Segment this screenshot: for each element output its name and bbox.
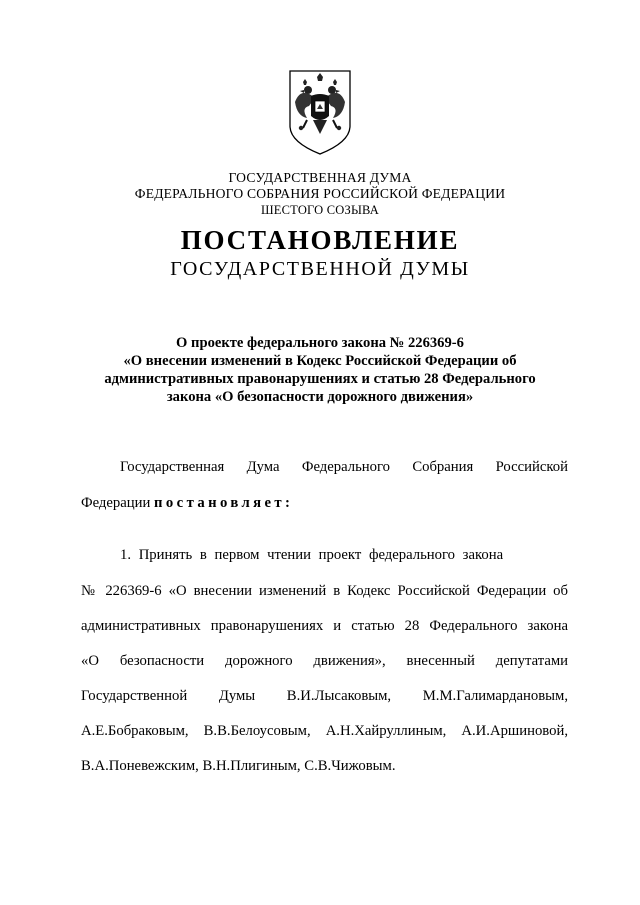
coat-of-arms-emblem	[287, 68, 353, 156]
resolves-verb: постановляет:	[154, 495, 294, 511]
preamble-line-1: Государственная Дума Федерального Собрания Российской	[120, 459, 568, 475]
item1-line-1: 1. Принять в первом чтении проект федерального закона	[120, 547, 504, 563]
item1-line-5: Государственной Думы В.И.Лысаковым, М.М.Галимардановым,	[81, 688, 568, 704]
item1-line-3: административных правонарушениях и статью 28 Федерального закона	[81, 618, 568, 634]
document-title: ПОСТАНОВЛЕНИЕ	[180, 225, 460, 255]
subject-line-1: О проекте федерального закона № 226369-6	[176, 335, 464, 351]
subject-line-4: закона «О безопасности дорожного движения»	[166, 389, 474, 405]
subject-line-3: административных правонарушениях и статью 28 Федерального	[104, 371, 536, 387]
issuer-line-1: ГОСУДАРСТВЕННАЯ ДУМА	[228, 170, 412, 185]
document-subtitle: ГОСУДАРСТВЕННОЙ ДУМЫ	[170, 258, 470, 280]
issuer-line-2: ФЕДЕРАЛЬНОГО СОБРАНИЯ РОССИЙСКОЙ ФЕДЕРАЦИИ	[134, 186, 506, 201]
item1-line-7: В.А.Поневежским, В.Н.Плигиным, С.В.Чижовым.	[81, 758, 396, 774]
subject-line-2: «О внесении изменений в Кодекс Российской Федерации об	[123, 353, 517, 369]
preamble-subject: Федерации	[81, 495, 151, 511]
item1-line-6: А.Е.Бобраковым, В.В.Белоусовым, А.Н.Хайруллиным, А.И.Аршиновой,	[81, 723, 568, 739]
preamble-line-2	[81, 494, 568, 512]
item1-line-4: «О безопасности дорожного движения», внесенный депутатами	[81, 653, 568, 669]
convocation-line: ШЕСТОГО СОЗЫВА	[260, 203, 380, 217]
item1-line-2: № 226369-6 «О внесении изменений в Кодекс Российской Федерации об	[81, 583, 568, 599]
